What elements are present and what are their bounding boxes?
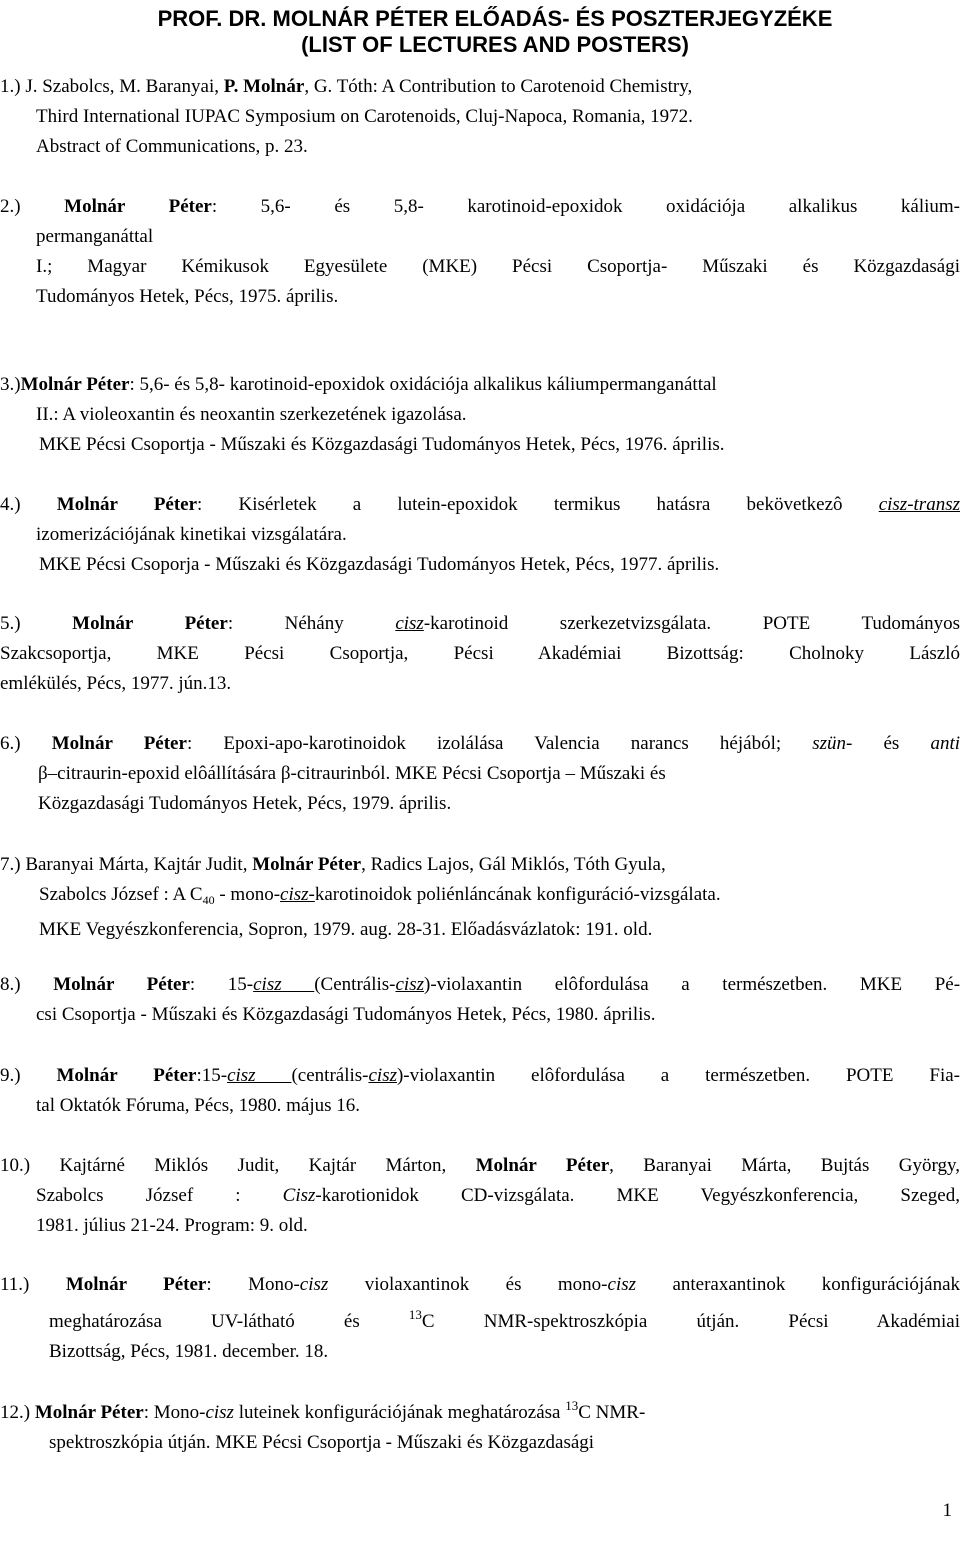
author-name: Molnár Péter bbox=[56, 494, 198, 515]
author-name: Molnár Péter bbox=[34, 1402, 144, 1423]
list-item: 1.) J. Szabolcs, M. Baranyai, P. Molnár, G. Tóth: A Contribution to Carotenoid Chemistry, Third International IUPAC Symposium on Carotenoids, Cluj-Napoca, Romania, 1972. Abstract of Communications, p. 23. bbox=[0, 76, 693, 157]
author-name: Molnár Péter bbox=[475, 1155, 610, 1176]
document-title bbox=[30, 6, 960, 58]
list-item: 8.) Molnár Péter: 15-cisz (Centrális-cisz)-violaxantin elôfordulása a természetben. MKE Pé- csi Csoportja - Műszaki és Közgazdasági Tudományos Hetek, Pécs, 1980. április. bbox=[0, 974, 960, 1025]
list-item: 5.) Molnár Péter: Néhány cisz-karotinoid szerkezetvizsgálata. POTE Tudományos Szakcsoportja, MKE Pécsi Csoportja, Pécsi Akadémiai Bizottság: Cholnoky László emlékülés, Pécs, 1977. jún.13. bbox=[0, 613, 960, 694]
list-item: 11.) Molnár Péter: Mono-cisz violaxantinok és mono-cisz anteraxantinok konfigurációjának meghatározása UV-látható és $^{13}$C NMR-spektroszkópia útján. Pécsi Akadémiai Bizottság, Pécs, 1981. december. 18. bbox=[0, 1274, 960, 1362]
author-name: P. Molnár bbox=[223, 76, 305, 97]
beta-symbol: β bbox=[38, 763, 48, 784]
title-line-1: PROF. DR. MOLNÁR PÉTER ELŐADÁS- ÉS POSZTERJEGYZÉKE bbox=[157, 6, 833, 31]
page-number: 1 bbox=[942, 1500, 952, 1521]
author-name: Molnár Péter bbox=[53, 974, 190, 995]
author-name: Molnár Péter bbox=[252, 854, 362, 875]
list-item: 4.) Molnár Péter: Kisérletek a lutein-epoxidok termikus hatásra bekövetkezô cisz-transz izomerizációjának kinetikai vizsgálatára. MKE Pécsi Csoporja - Műszaki és Közgazdasági Tudományos Hetek, Pécs, 1977. április. bbox=[0, 494, 960, 575]
list-item: 9.) Molnár Péter:15-cisz (centrális-cisz)-violaxantin elôfordulása a természetben. POTE Fia- tal Oktatók Fóruma, Pécs, 1980. május 16. bbox=[0, 1065, 960, 1116]
beta-symbol: β bbox=[280, 763, 291, 784]
list-item: 10.) Kajtárné Miklós Judit, Kajtár Márton, Molnár Péter, Baranyai Márta, Bujtás György, Szabolcs József : Cisz-karotionidok CD-vizsgálata. MKE Vegyészkonferencia, Szeged, 1981. július 21-24. Program: 9. old. bbox=[0, 1155, 960, 1236]
author-name: Molnár Péter bbox=[56, 1065, 197, 1086]
author-name: Molnár Péter bbox=[65, 1274, 207, 1295]
list-item: 2.) Molnár Péter: 5,6- és 5,8- karotinoid-epoxidok oxidációja alkalikus kálium- permanganáttal I.; Magyar Kémikusok Egyesülete (MKE) Pécsi Csoportja- Műszaki és Közgazdasági Tudományos Hetek, Pécs, 1975. április. bbox=[0, 196, 960, 307]
list-item: 7.) Baranyai Márta, Kajtár Judit, Molnár Péter, Radics Lajos, Gál Miklós, Tóth Gyula, Szabolcs József : A $C_{40}$ - mono-cisz-karotinoidok poliénláncának konfiguráció-vizsgálata. MKE Vegyészkonferencia, Sopron, 1979. aug. 28-31. Előadásvázlatok: 191. old. bbox=[0, 854, 721, 940]
author-name: Molnár Péter bbox=[64, 196, 212, 217]
list-item: 3.)Molnár Péter: 5,6- és 5,8- karotinoid-epoxidok oxidációja alkalikus káliumpermanganáttal II.: A violeoxantin és neoxantin szerkezetének igazolása. MKE Pécsi Csoportja - Műszaki és Közgazdasági Tudományos Hetek, Pécs, 1976. április. bbox=[0, 374, 725, 455]
list-item: 12.) Molnár Péter: Mono-cisz luteinek konfigurációjának meghatározása $^{13}$C NMR- spektroszkópia útján. MKE Pécsi Csoportja - Műszaki és Közgazdasági bbox=[0, 1398, 646, 1453]
title-line-2: (LIST OF LECTURES AND POSTERS) bbox=[301, 32, 689, 57]
list-item: 6.) Molnár Péter: Epoxi-apo-karotinoidok izolálása Valencia narancs héjából; szün- és anti β–citraurin-epoxid elôállítására β-citraurinból. MKE Pécsi Csoportja – Műszaki és Közgazdasági Tudományos Hetek, Pécs, 1979. április. bbox=[0, 733, 960, 814]
author-name: Molnár Péter bbox=[51, 733, 187, 754]
author-name: Molnár Péter bbox=[20, 374, 130, 395]
author-name: Molnár Péter bbox=[72, 613, 228, 634]
